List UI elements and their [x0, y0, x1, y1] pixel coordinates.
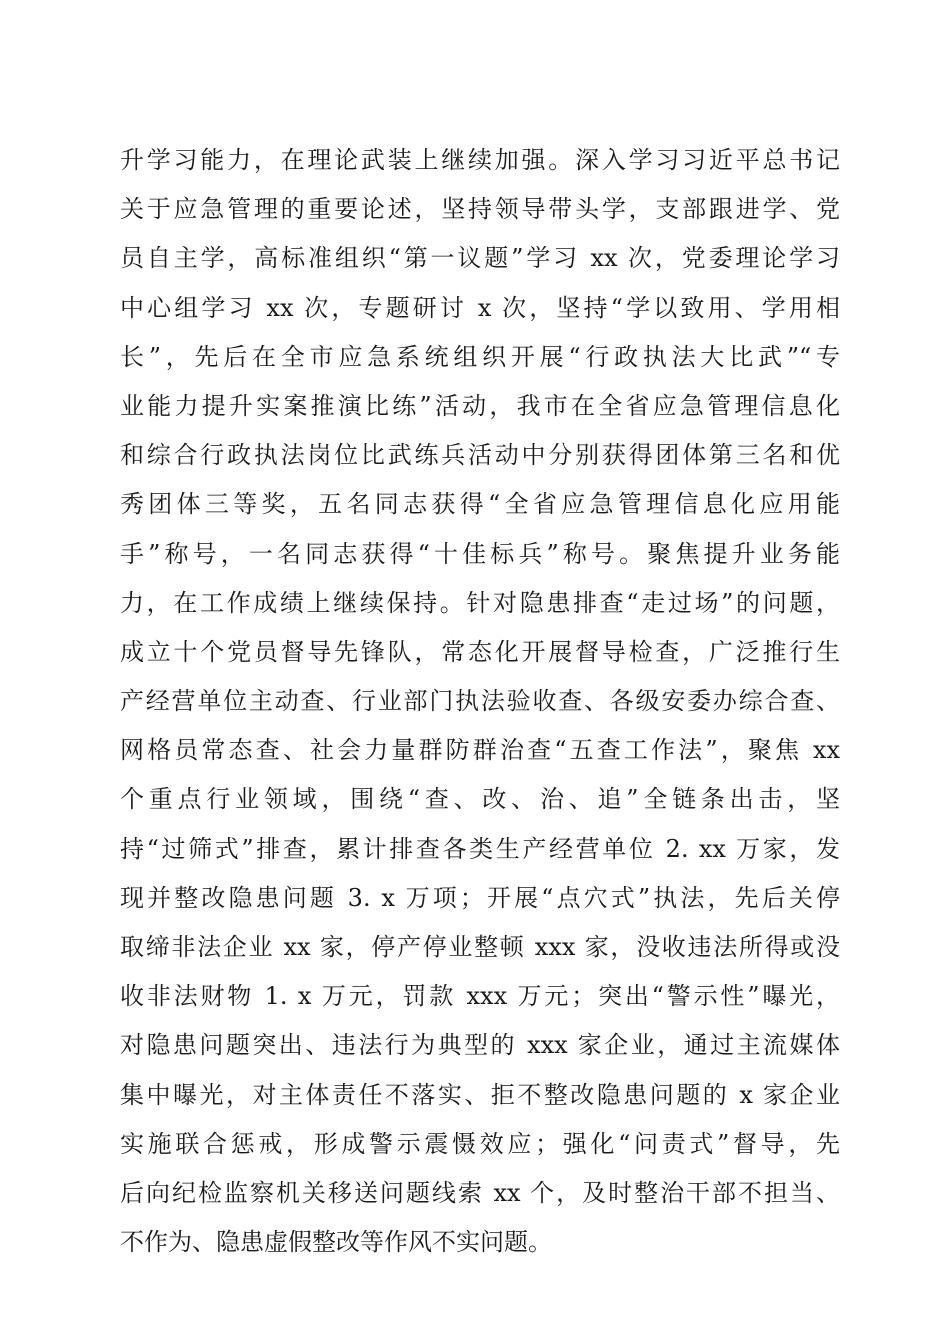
paragraph-line: 集中曝光，对主体责任不落实、拒不整改隐患问题的 x 家企业 — [120, 1080, 840, 1109]
paragraph-line: 不作为、隐患虚假整改等作风不实问题。 — [120, 1228, 552, 1257]
paragraph-line: 和综合行政执法岗位比武练兵活动中分别获得团体第三名和优 — [120, 441, 840, 470]
paragraph-line: 中心组学习 xx 次，专题研讨 x 次，坚持“学以致用、学用相 — [120, 293, 840, 322]
paragraph-line: 实施联合惩戒，形成警示震慑效应；强化“问责式”督导，先 — [120, 1129, 840, 1158]
paragraph-line: 关于应急管理的重要论述，坚持领导带头学，支部跟进学、党 — [120, 195, 840, 224]
paragraph-line: 长”，先后在全市应急系统组织开展“行政执法大比武”“专 — [120, 342, 840, 371]
paragraph-line: 现并整改隐患问题 3. x 万项；开展“点穴式”执法，先后关停 — [120, 883, 840, 912]
paragraph-line: 对隐患问题突出、违法行为典型的 xxx 家企业，通过主流媒体 — [120, 1031, 840, 1060]
paragraph-line: 升学习能力，在理论武装上继续加强。深入学习习近平总书记 — [120, 146, 840, 174]
paragraph-line: 持“过筛式”排查，累计排查各类生产经营单位 2. xx 万家，发 — [120, 834, 840, 863]
paragraph-line: 成立十个党员督导先锋队，常态化开展督导检查，广泛推行生 — [120, 637, 840, 666]
paragraph-line: 后向纪检监察机关移送问题线索 xx 个，及时整治干部不担当、 — [120, 1178, 840, 1207]
paragraph-line: 个重点行业领域，围绕“查、改、治、追”全链条出击，坚 — [120, 785, 840, 814]
paragraph-line: 手”称号，一名同志获得“十佳标兵”称号。聚焦提升业务能 — [120, 539, 840, 568]
body-paragraph — [120, 136, 840, 1267]
paragraph-line: 力，在工作成绩上继续保持。针对隐患排查“走过场”的问题， — [120, 588, 840, 617]
paragraph-line: 取缔非法企业 xx 家，停产停业整顿 xxx 家，没收违法所得或没 — [120, 933, 840, 961]
paragraph-line: 员自主学，高标准组织“第一议题”学习 xx 次，党委理论学习 — [120, 244, 840, 273]
paragraph-line: 产经营单位主动查、行业部门执法验收查、各级安委办综合查、 — [120, 687, 840, 716]
paragraph-line: 收非法财物 1. x 万元，罚款 xxx 万元；突出“警示性”曝光， — [120, 982, 840, 1011]
paragraph-line: 网格员常态查、社会力量群防群治查“五查工作法”，聚焦 xx — [120, 736, 840, 765]
paragraph-line: 业能力提升实案推演比练”活动，我市在全省应急管理信息化 — [120, 391, 840, 420]
paragraph-line: 秀团体三等奖，五名同志获得“全省应急管理信息化应用能 — [120, 490, 840, 519]
